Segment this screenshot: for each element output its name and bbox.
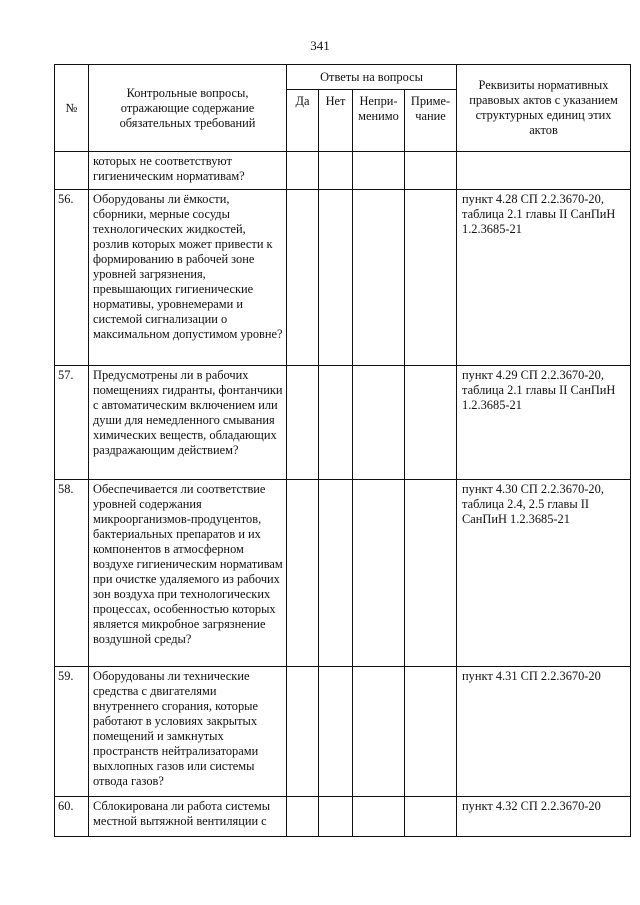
answer-no-cell[interactable] xyxy=(319,797,353,837)
row-requisites: пункт 4.28 СП 2.2.3670-20, таблица 2.1 главы II СанПиН 1.2.3685-21 xyxy=(457,190,631,366)
answer-note-cell[interactable] xyxy=(405,480,457,667)
header-answer-no: Нет xyxy=(319,90,353,152)
table-row xyxy=(55,667,631,797)
answer-yes-cell[interactable] xyxy=(287,667,319,797)
answer-note-cell[interactable] xyxy=(405,190,457,366)
answer-note-cell[interactable] xyxy=(405,797,457,837)
answer-yes-cell[interactable] xyxy=(287,152,319,190)
row-requisites: пункт 4.30 СП 2.2.3670-20, таблица 2.4, 2.5 главы II СанПиН 1.2.3685-21 xyxy=(457,480,631,667)
row-question: Оборудованы ли ёмкости, сборники, мерные сосуды технологических жидкостей, розлив которых может привести к формированию в рабочей зоне уровней загрязнения, превышающих гигиенические нормативы, уровнемерами и системой сигнализации о максимальном допустимом уровне? xyxy=(89,190,287,366)
answer-yes-cell[interactable] xyxy=(287,797,319,837)
header-answer-not-applicable: Непри-менимо xyxy=(353,90,405,152)
answer-not-applicable-cell[interactable] xyxy=(353,797,405,837)
table-row xyxy=(55,366,631,480)
answer-yes-cell[interactable] xyxy=(287,480,319,667)
header-number: № xyxy=(55,65,89,152)
answer-not-applicable-cell[interactable] xyxy=(353,152,405,190)
row-requisites: пункт 4.31 СП 2.2.3670-20 xyxy=(457,667,631,797)
answer-yes-cell[interactable] xyxy=(287,190,319,366)
row-question: Предусмотрены ли в рабочих помещениях гидранты, фонтанчики с автоматическим включением или души для немедленного смывания химических веществ, обладающих раздражающим действием? xyxy=(89,366,287,480)
header-requisites: Реквизиты нормативных правовых актов с указанием структурных единиц этих актов xyxy=(457,65,631,152)
header-answer-yes: Да xyxy=(287,90,319,152)
page-number: 341 xyxy=(310,38,330,53)
answer-no-cell[interactable] xyxy=(319,152,353,190)
row-number xyxy=(55,152,89,190)
answer-not-applicable-cell[interactable] xyxy=(353,366,405,480)
header-questions: Контрольные вопросы, отражающие содержание обязательных требований xyxy=(89,65,287,152)
row-question: Обеспечивается ли соответствие уровней содержания микроорганизмов-продуцентов, бактериальных препаратов и их компонентов в атмосферном воздухе гигиеническим нормативам при очистке удаляемого из рабочих зон воздуха при технологических процессах, особенностью которых является микробное загрязнение воздушной среды? xyxy=(89,480,287,667)
answer-not-applicable-cell[interactable] xyxy=(353,480,405,667)
answer-no-cell[interactable] xyxy=(319,366,353,480)
table-row xyxy=(55,480,631,667)
answer-not-applicable-cell[interactable] xyxy=(353,190,405,366)
header-answers-group: Ответы на вопросы xyxy=(287,65,457,90)
answer-not-applicable-cell[interactable] xyxy=(353,667,405,797)
row-question: Сблокирована ли работа системы местной вытяжной вентиляции с xyxy=(89,797,287,837)
table-row xyxy=(55,152,631,190)
header-answer-note: Приме-чание xyxy=(405,90,457,152)
row-requisites: пункт 4.29 СП 2.2.3670-20, таблица 2.1 главы II СанПиН 1.2.3685-21 xyxy=(457,366,631,480)
answer-no-cell[interactable] xyxy=(319,190,353,366)
requirements-table xyxy=(54,64,631,837)
row-requisites xyxy=(457,152,631,190)
row-requisites: пункт 4.32 СП 2.2.3670-20 xyxy=(457,797,631,837)
table-row xyxy=(55,190,631,366)
table-row xyxy=(55,797,631,837)
row-number: 59. xyxy=(55,667,89,797)
answer-no-cell[interactable] xyxy=(319,667,353,797)
answer-note-cell[interactable] xyxy=(405,152,457,190)
row-number: 56. xyxy=(55,190,89,366)
row-question: которых не соответствуют гигиеническим нормативам? xyxy=(89,152,287,190)
row-number: 57. xyxy=(55,366,89,480)
row-number: 60. xyxy=(55,797,89,837)
answer-note-cell[interactable] xyxy=(405,366,457,480)
row-number: 58. xyxy=(55,480,89,667)
answer-no-cell[interactable] xyxy=(319,480,353,667)
answer-note-cell[interactable] xyxy=(405,667,457,797)
row-question: Оборудованы ли технические средства с двигателями внутреннего сгорания, которые работают в условиях закрытых помещений и замкнутых пространств нейтрализаторами выхлопных газов или системы отвода газов? xyxy=(89,667,287,797)
answer-yes-cell[interactable] xyxy=(287,366,319,480)
